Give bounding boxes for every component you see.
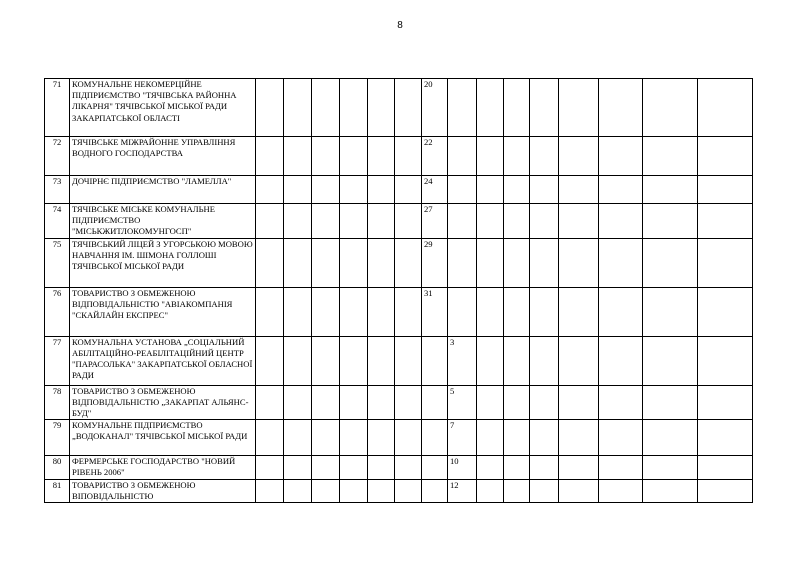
empty-cell [530,176,559,204]
empty-cell [559,137,599,176]
value-cell-col8: 12 [448,479,477,502]
value-cell-col8 [448,79,477,137]
empty-cell [698,479,753,502]
empty-cell [698,137,753,176]
empty-cell [477,385,504,420]
empty-cell [395,336,422,385]
empty-cell [284,79,312,137]
empty-cell [395,204,422,239]
empty-cell [340,479,368,502]
empty-cell [368,287,395,336]
empty-cell [395,479,422,502]
empty-cell [530,204,559,239]
empty-cell [504,176,530,204]
value-cell-col7: 29 [422,238,448,287]
table-row [45,204,753,239]
empty-cell [284,176,312,204]
empty-cell [599,79,643,137]
table-row [45,385,753,420]
empty-cell [477,336,504,385]
empty-cell [395,287,422,336]
value-cell-col7 [422,479,448,502]
empty-cell [340,176,368,204]
empty-cell [643,238,698,287]
empty-cell [559,336,599,385]
empty-cell [599,287,643,336]
value-cell-col8: 10 [448,456,477,479]
organization-name-cell: ТОВАРИСТВО З ОБМЕЖЕНОЮ ВІПОВІДАЛЬНІСТЮ [70,479,256,502]
empty-cell [477,420,504,456]
empty-cell [477,79,504,137]
empty-cell [599,204,643,239]
value-cell-col8: 3 [448,336,477,385]
empty-cell [698,204,753,239]
value-cell-col7 [422,456,448,479]
empty-cell [312,287,340,336]
table-row [45,287,753,336]
empty-cell [312,420,340,456]
empty-cell [284,336,312,385]
empty-cell [530,238,559,287]
empty-cell [599,336,643,385]
empty-cell [312,204,340,239]
empty-cell [312,238,340,287]
value-cell-col7: 27 [422,204,448,239]
empty-cell [559,479,599,502]
empty-cell [368,385,395,420]
empty-cell [256,420,284,456]
table-row [45,238,753,287]
empty-cell [559,238,599,287]
empty-cell [698,456,753,479]
value-cell-col7 [422,336,448,385]
row-number-cell: 77 [45,336,70,385]
empty-cell [395,238,422,287]
empty-cell [368,456,395,479]
empty-cell [340,79,368,137]
empty-cell [698,79,753,137]
empty-cell [698,287,753,336]
empty-cell [504,479,530,502]
empty-cell [599,456,643,479]
registry-table [44,78,753,503]
empty-cell [477,137,504,176]
empty-cell [340,238,368,287]
empty-cell [256,287,284,336]
empty-cell [643,336,698,385]
empty-cell [559,204,599,239]
row-number-cell: 72 [45,137,70,176]
organization-name-cell: ТЯЧІВСЬКИЙ ЛІЦЕЙ З УГОРСЬКОЮ МОВОЮ НАВЧАННЯ ІМ. ШІМОНА ГОЛЛОШІ ТЯЧІВСЬКОЇ МІСЬКОЇ РАДИ [70,238,256,287]
empty-cell [368,204,395,239]
empty-cell [643,176,698,204]
empty-cell [395,176,422,204]
empty-cell [559,420,599,456]
table-row [45,479,753,502]
empty-cell [256,79,284,137]
empty-cell [504,456,530,479]
organization-name-cell: ТОВАРИСТВО З ОБМЕЖЕНОЮ ВІДПОВІДАЛЬНІСТЮ „ЗАКАРПАТ АЛЬЯНС-БУД" [70,385,256,420]
empty-cell [368,420,395,456]
empty-cell [530,336,559,385]
empty-cell [698,336,753,385]
empty-cell [477,479,504,502]
value-cell-col7: 20 [422,79,448,137]
empty-cell [504,79,530,137]
empty-cell [559,79,599,137]
row-number-cell: 80 [45,456,70,479]
organization-name-cell: ДОЧІРНЄ ПІДПРИЄМСТВО "ЛАМЕЛЛА" [70,176,256,204]
empty-cell [256,238,284,287]
empty-cell [284,287,312,336]
empty-cell [559,176,599,204]
empty-cell [256,176,284,204]
empty-cell [643,79,698,137]
empty-cell [256,137,284,176]
empty-cell [530,385,559,420]
empty-cell [368,336,395,385]
empty-cell [368,79,395,137]
empty-cell [395,456,422,479]
empty-cell [530,456,559,479]
empty-cell [395,385,422,420]
empty-cell [340,336,368,385]
empty-cell [284,420,312,456]
empty-cell [530,420,559,456]
empty-cell [368,176,395,204]
empty-cell [643,420,698,456]
row-number-cell: 78 [45,385,70,420]
value-cell-col7: 24 [422,176,448,204]
empty-cell [504,238,530,287]
value-cell-col8 [448,287,477,336]
empty-cell [504,287,530,336]
empty-cell [340,385,368,420]
row-number-cell: 76 [45,287,70,336]
empty-cell [643,385,698,420]
empty-cell [312,79,340,137]
row-number-cell: 79 [45,420,70,456]
table-row [45,79,753,137]
empty-cell [256,385,284,420]
empty-cell [368,479,395,502]
empty-cell [559,287,599,336]
value-cell-col7: 22 [422,137,448,176]
empty-cell [284,137,312,176]
organization-name-cell: КОМУНАЛЬНА УСТАНОВА „СОЦІАЛЬНИЙ АБІЛІТАЦІЙНО-РЕАБІЛІТАЦІЙНИЙ ЦЕНТР "ПАРАСОЛЬКА" ЗАКАРПАТСЬКОЇ ОБЛАСНОЇ РАДИ [70,336,256,385]
value-cell-col8 [448,176,477,204]
table-row [45,137,753,176]
organization-name-cell: ФЕРМЕРСЬКЕ ГОСПОДАРСТВО "НОВИЙ РІВЕНЬ 2006" [70,456,256,479]
value-cell-col7: 31 [422,287,448,336]
empty-cell [312,336,340,385]
table-row [45,456,753,479]
empty-cell [504,204,530,239]
empty-cell [312,456,340,479]
empty-cell [284,385,312,420]
empty-cell [284,479,312,502]
empty-cell [340,456,368,479]
empty-cell [559,385,599,420]
empty-cell [312,137,340,176]
empty-cell [643,137,698,176]
value-cell-col8 [448,137,477,176]
empty-cell [698,238,753,287]
value-cell-col8 [448,238,477,287]
table-row [45,420,753,456]
empty-cell [340,137,368,176]
row-number-cell: 81 [45,479,70,502]
empty-cell [312,385,340,420]
empty-cell [530,479,559,502]
empty-cell [599,420,643,456]
empty-cell [530,79,559,137]
empty-cell [312,479,340,502]
empty-cell [643,479,698,502]
empty-cell [599,479,643,502]
empty-cell [340,287,368,336]
empty-cell [698,385,753,420]
empty-cell [643,287,698,336]
empty-cell [477,176,504,204]
empty-cell [256,336,284,385]
empty-cell [340,420,368,456]
empty-cell [395,137,422,176]
empty-cell [599,238,643,287]
organization-name-cell: КОМУНАЛЬНЕ ПІДПРИЄМСТВО „ВОДОКАНАЛ" ТЯЧІВСЬКОЇ МІСЬКОЇ РАДИ [70,420,256,456]
organization-name-cell: ТЯЧІВСЬКЕ МІЖРАЙОННЕ УПРАВЛІННЯ ВОДНОГО ГОСПОДАРСТВА [70,137,256,176]
empty-cell [599,385,643,420]
row-number-cell: 71 [45,79,70,137]
empty-cell [256,479,284,502]
empty-cell [530,287,559,336]
empty-cell [504,336,530,385]
empty-cell [643,456,698,479]
page-number: 8 [397,20,403,31]
empty-cell [698,176,753,204]
empty-cell [284,238,312,287]
empty-cell [368,137,395,176]
empty-cell [643,204,698,239]
empty-cell [530,137,559,176]
empty-cell [284,204,312,239]
empty-cell [284,456,312,479]
empty-cell [477,238,504,287]
organization-name-cell: КОМУНАЛЬНЕ НЕКОМЕРЦІЙНЕ ПІДПРИЄМСТВО "ТЯЧІВСЬКА РАЙОННА ЛІКАРНЯ" ТЯЧІВСЬКОЇ МІСЬКОЇ РАДИ ЗАКАРПАТСЬКОЇ ОБЛАСТІ [70,79,256,137]
empty-cell [340,204,368,239]
empty-cell [395,79,422,137]
row-number-cell: 73 [45,176,70,204]
empty-cell [395,420,422,456]
row-number-cell: 75 [45,238,70,287]
empty-cell [477,456,504,479]
empty-cell [559,456,599,479]
empty-cell [504,385,530,420]
organization-name-cell: ТЯЧІВСЬКЕ МІСЬКЕ КОМУНАЛЬНЕ ПІДПРИЄМСТВО "МІСЬКЖИТЛОКОМУНГОСП" [70,204,256,239]
empty-cell [256,204,284,239]
value-cell-col7 [422,420,448,456]
table-row [45,336,753,385]
empty-cell [698,420,753,456]
empty-cell [312,176,340,204]
value-cell-col7 [422,385,448,420]
empty-cell [477,287,504,336]
empty-cell [256,456,284,479]
empty-cell [368,238,395,287]
value-cell-col8: 5 [448,385,477,420]
value-cell-col8 [448,204,477,239]
empty-cell [504,420,530,456]
empty-cell [477,204,504,239]
table-row [45,176,753,204]
empty-cell [599,137,643,176]
row-number-cell: 74 [45,204,70,239]
organization-name-cell: ТОВАРИСТВО З ОБМЕЖЕНОЮ ВІДПОВІДАЛЬНІСТЮ "АВІАКОМПАНІЯ "СКАЙЛАЙН ЕКСПРЕС" [70,287,256,336]
empty-cell [504,137,530,176]
value-cell-col8: 7 [448,420,477,456]
empty-cell [599,176,643,204]
